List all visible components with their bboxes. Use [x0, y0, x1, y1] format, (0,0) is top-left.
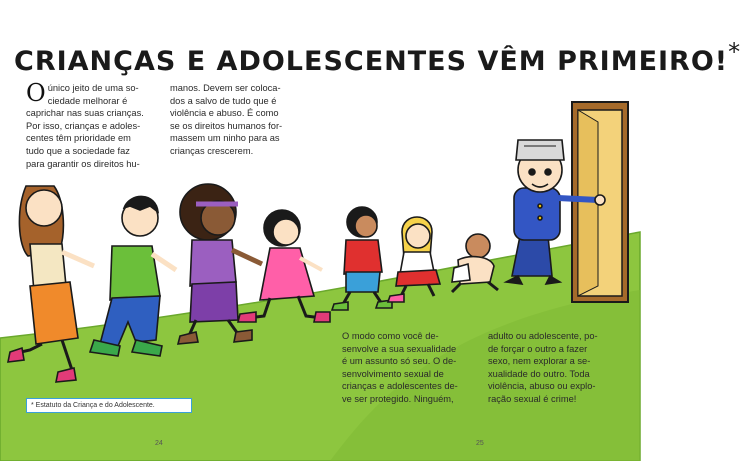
lower-line: ração sexual é crime! — [488, 393, 577, 404]
lower-line: crianças e adolescentes de- — [342, 381, 458, 392]
intro-line: para garantir os direitos hu- — [26, 158, 140, 169]
intro-column-left — [26, 79, 152, 180]
lower-line: O modo como você de- — [342, 331, 439, 341]
intro-line: caprichar nas suas crianças. — [26, 108, 144, 119]
intro-line: tudo que a sociedade faz — [26, 145, 130, 156]
drop-cap: O — [26, 79, 46, 107]
lower-column-right — [488, 330, 612, 414]
lower-line: senvolve a sua sexualidade — [342, 343, 457, 354]
page-number-right: 25 — [476, 440, 484, 447]
intro-line: crianças crescerem. — [170, 145, 254, 156]
lower-line: senvolvimento sexual de — [342, 368, 444, 379]
intro-line: dos a salvo de tudo que é — [170, 95, 277, 106]
title-asterisk: * — [728, 38, 741, 66]
page-title-text: CRIANÇAS E ADOLESCENTES VÊM PRIMEIRO! — [14, 46, 729, 77]
intro-line: violência e abuso. É como — [170, 108, 279, 119]
lower-column-left — [342, 330, 474, 414]
intro-line: ciedade melhorar é — [47, 95, 128, 106]
lower-line: ve ser protegido. Ninguém, — [342, 393, 454, 404]
page-number-left: 24 — [155, 440, 163, 447]
lower-line: xualidade do outro. Toda — [488, 368, 590, 379]
intro-line: manos. Devem ser coloca- — [170, 83, 281, 93]
baby-figure — [452, 234, 498, 292]
footnote: * Estatuto da Criança e do Adolescente. — [26, 398, 192, 413]
lower-line: é um assunto só seu. O de- — [342, 356, 457, 367]
intro-line: centes têm prioridade em — [26, 133, 131, 144]
intro-line: único jeito de uma so- — [47, 83, 139, 93]
page-title — [14, 38, 741, 78]
intro-line: massem um ninho para as — [170, 133, 280, 144]
intro-line: Por isso, crianças e adoles- — [26, 120, 141, 131]
lower-line: adulto ou adolescente, po- — [488, 331, 598, 341]
intro-line: se os direitos humanos for- — [170, 120, 283, 131]
intro-column-right — [170, 82, 298, 172]
lower-line: sexo, nem explorar a se- — [488, 356, 591, 367]
lower-line: violência, abuso ou explo- — [488, 381, 596, 392]
lower-line: de forçar o outro a fazer — [488, 343, 588, 354]
